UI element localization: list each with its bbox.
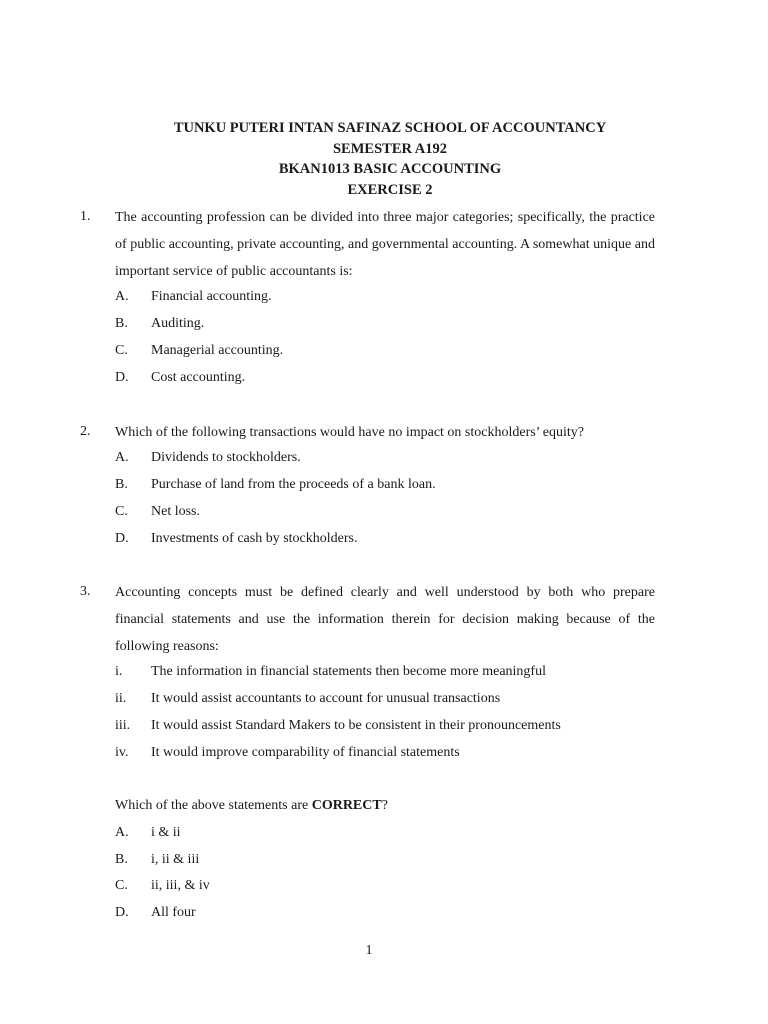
school-name: TUNKU PUTERI INTAN SAFINAZ SCHOOL OF ACCOUNTANCY: [173, 120, 607, 136]
prompt-text: Which of the above statements are: [115, 798, 312, 813]
option-text: i, ii & iii: [151, 852, 200, 867]
option-letter: A.: [115, 450, 129, 465]
option-text: i & ii: [151, 825, 181, 840]
option-text: Investments of cash by stockholders.: [151, 531, 358, 546]
option-text: ii, iii, & iv: [151, 878, 210, 893]
question-text: Accounting concepts must be defined clearly and well understood by both who prepare financial statements and use the information therein for decision making because of the following reasons:: [115, 585, 655, 654]
option-letter: D.: [115, 531, 129, 546]
option-text: Dividends to stockholders.: [151, 450, 301, 465]
option-letter: A.: [115, 825, 129, 840]
option-text: Cost accounting.: [151, 370, 246, 385]
exercise-title: EXERCISE 2: [347, 181, 433, 198]
question-number: 3.: [80, 584, 91, 599]
option-text: Purchase of land from the proceeds of a bank loan.: [151, 477, 436, 492]
question-prompt: [115, 798, 388, 814]
option-text: Managerial accounting.: [151, 343, 284, 358]
page-number: 1: [365, 943, 373, 958]
option-letter: B.: [115, 316, 128, 331]
statement-text: It would improve comparability of financial statements: [151, 745, 460, 760]
option-letter: B.: [115, 852, 128, 867]
option-letter: A.: [115, 289, 129, 304]
statement-text: The information in financial statements then become more meaningful: [151, 664, 546, 679]
question-text: The accounting profession can be divided into three major categories; specifically, the practice of public accounting, private accounting, and governmental accounting. A somewhat unique and important service of public accountants is:: [115, 210, 655, 279]
statement-number: iv.: [115, 745, 129, 760]
statement-number: i.: [115, 664, 123, 679]
prompt-emphasis: CORRECT: [311, 798, 382, 813]
statement-number: ii.: [115, 691, 127, 706]
option-text: Auditing.: [151, 316, 205, 331]
option-letter: D.: [115, 905, 129, 920]
question-number: 2.: [80, 424, 91, 439]
question-number: 1.: [80, 209, 91, 224]
option-letter: C.: [115, 343, 128, 358]
option-letter: B.: [115, 477, 128, 492]
option-text: Financial accounting.: [151, 289, 272, 304]
statement-number: iii.: [115, 718, 131, 733]
statement-text: It would assist Standard Makers to be consistent in their pronouncements: [151, 718, 561, 733]
course-title: BKAN1013 BASIC ACCOUNTING: [278, 161, 502, 177]
option-letter: D.: [115, 370, 129, 385]
question-text: Which of the following transactions would have no impact on stockholders’ equity?: [115, 425, 585, 440]
prompt-end: ?: [381, 798, 388, 813]
option-letter: C.: [115, 504, 128, 519]
option-letter: C.: [115, 878, 128, 893]
document-header: [0, 118, 768, 200]
statement-text: It would assist accountants to account for unusual transactions: [151, 691, 501, 706]
semester: SEMESTER A192: [332, 140, 448, 157]
option-text: All four: [151, 905, 196, 920]
option-text: Net loss.: [151, 504, 200, 519]
